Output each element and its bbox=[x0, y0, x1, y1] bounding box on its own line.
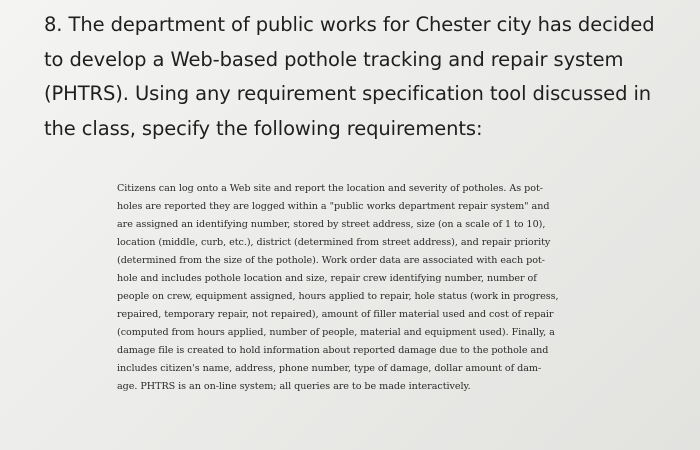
passage-line: damage file is created to hold information about reported damage due to the pothole and bbox=[117, 345, 549, 356]
passage-line: hole and includes pothole location and size, repair crew identifying number, number of bbox=[117, 273, 537, 284]
passage-line: Citizens can log onto a Web site and report the location and severity of potholes. As pot- bbox=[117, 183, 543, 194]
passage-line: includes citizen's name, address, phone number, type of damage, dollar amount of dam- bbox=[117, 363, 542, 374]
question-text bbox=[44, 8, 694, 146]
passage-line: people on crew, equipment assigned, hours applied to repair, hole status (work in progress, bbox=[117, 291, 559, 302]
passage-line: repaired, temporary repair, not repaired), amount of filler material used and cost of repair bbox=[117, 309, 554, 320]
question-line: the class, specify the following requirements: bbox=[44, 116, 483, 140]
question-line: 8. The department of public works for Chester city has decided bbox=[44, 13, 655, 36]
question-line: to develop a Web-based pothole tracking and repair system bbox=[44, 47, 624, 71]
passage-line: (determined from the size of the pothole). Work order data are associated with each pot- bbox=[117, 255, 545, 266]
requirements-passage bbox=[117, 180, 587, 396]
passage-line: holes are reported they are logged within a "public works department repair system" and bbox=[117, 201, 550, 212]
passage-line: age. PHTRS is an on-line system; all queries are to be made interactively. bbox=[117, 381, 471, 392]
question-line: (PHTRS). Using any requirement specification tool discussed in bbox=[44, 82, 652, 105]
passage-line: (computed from hours applied, number of people, material and equipment used). Finally, a bbox=[117, 327, 555, 338]
passage-line: are assigned an identifying number, stored by street address, size (on a scale of 1 to 10), bbox=[117, 219, 546, 230]
passage-line: location (middle, curb, etc.), district (determined from street address), and repair priority bbox=[117, 237, 551, 248]
